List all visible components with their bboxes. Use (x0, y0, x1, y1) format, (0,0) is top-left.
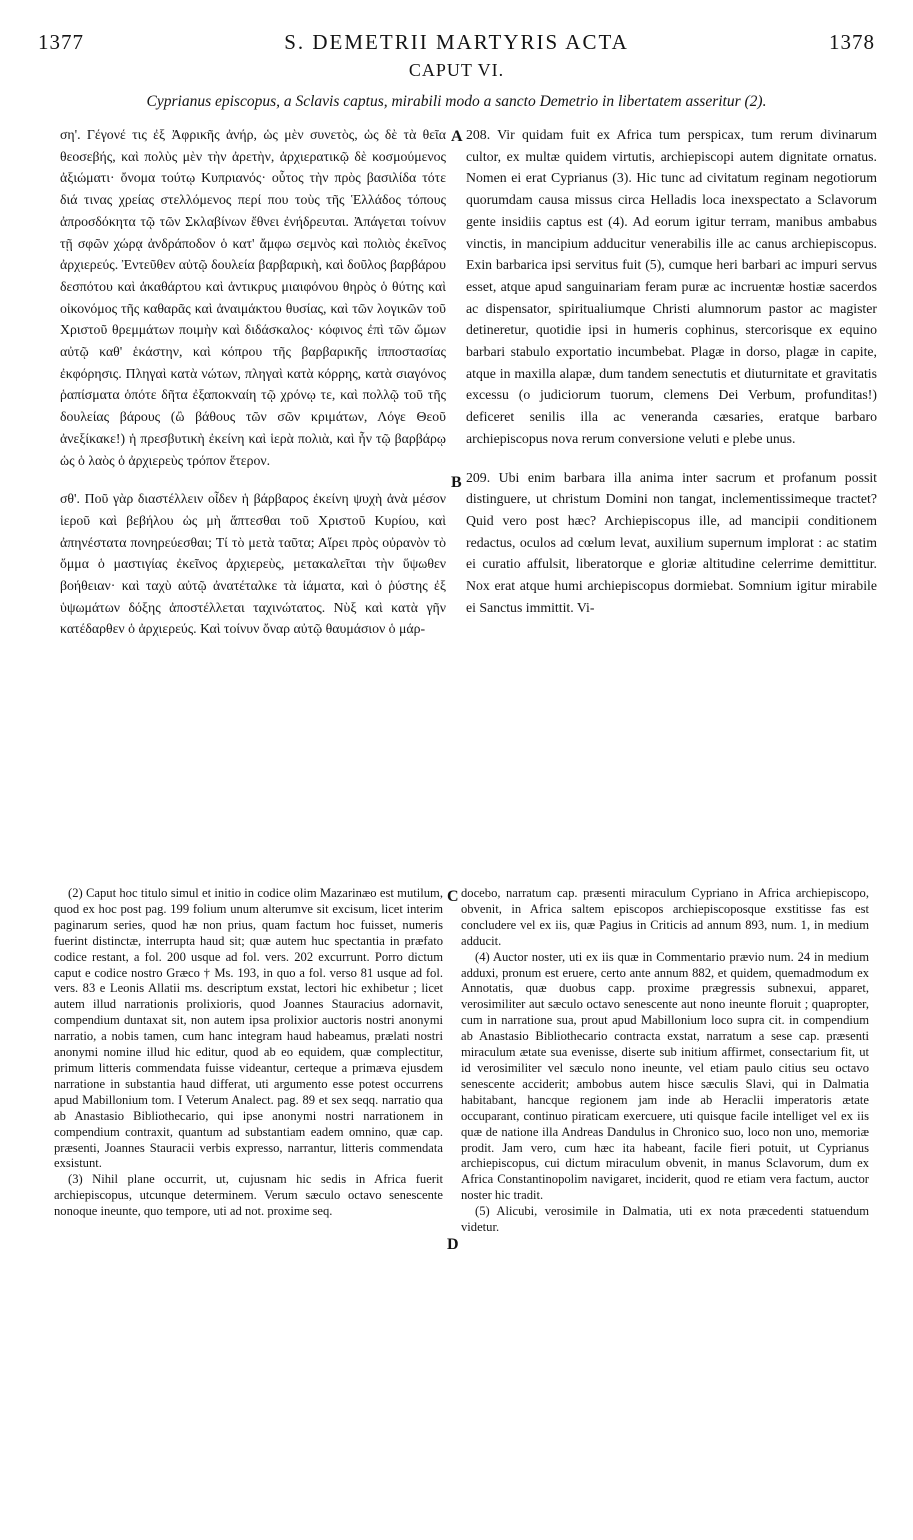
margin-letter-b: B (451, 474, 462, 491)
latin-paragraph-209: 209. Ubi enim barbara illa anima inter sacrum et profanum possit distinguere, ut christum Domini non tangat, inclementissimeque tractet? Quid vero post hæc? Archiepiscopus ille, ad mancipii conditionem redactus, oculos ad cœlum levat, auxilium supernum implorat : ac statim ei curatio affulsit, liberatorque e gloriæ altitudine celerrime demittitur. Nox erat atque humi archiepiscopus dormiebat. Somnium igitur mirabile ei Sanctus immittit. Vi- (466, 469, 877, 615)
footnote-3: (3) Nihil plane occurrit, ut, cujusnam hic sedis in Africa fuerit archiepiscopus, utcunque determinem. Verum sæculo octavo senescente nonoque ineunte, quo tempore, uti ad not. proxime seq. (54, 1172, 443, 1219)
margin-letter-a: A (451, 128, 463, 145)
margin-letter-c: C (447, 888, 459, 905)
page-number-left: 1377 (38, 30, 84, 54)
chapter-heading: CAPUT VI. (408, 60, 505, 80)
greek-paragraph-209: σθ'. Ποῦ γὰρ διαστέλλειν οἶδεν ἡ βάρβαρος ἐκείνη ψυχὴ ἀνὰ μέσον ἱεροῦ καὶ βεβήλου ὡς μὴ ἅπτεσθαι τοῦ Χριστοῦ Κυρίου, καὶ ἀπηνέστατα πονηρεύεσθαι; Τί τὸ μετὰ ταῦτα; Αἴρει πρὸς οὐρανὸν τὸ ὄμμα ὁ μαστιγίας ἐκεῖνος ἀρχιερεὺς, μετακαλεῖται τὴν ὕψωθεν βοήθειαν· καὶ ταχὺ αὐτῷ ἀνατέταλκε τὰ ἰάματα, καὶ ὁ ῥύστης ἐξ ὑψωμάτων δόξης ἀποστέλλεται ταχινώτατος. Νὺξ καὶ κατὰ γῆν κατέδαρθεν ὁ ἀρχιερεύς. Καὶ τοίνυν ὄναρ αὐτῷ θαυμάσιον ὁ μάρ- (60, 491, 446, 637)
running-title: S. DEMETRII MARTYRIS ACTA (284, 30, 629, 54)
footnote-4: (4) Auctor noster, uti ex iis quæ in Commentario prævio num. 24 in medium adduxi, pronum est eruere, certo ante annum 882, et quidem, quemadmodum ex Annotatis, quæ duobus capp. proxime prægressis subnexui, apparet, verosimiliter aut sæculo octavo senescente aut nono ineunte floruit ; quapropter, cum in narratione sua, prout apud Mabillonium loco supra cit. in compendium ab Anastasio Bibliothecario contracta exstat, narratum a sese cap. præsenti miraculum ætate sua evenisse, diserte sub initium affirmet, consectarium fit, ut id verosimiliter vel sæculo nono ineunte, vel etiam paulo citius seu octavo senescente acciderit; ambobus autem hisce sæculis Slavi, qui in Dalmatia habitabant, hancque regionem jam inde ab Heraclii imperatoris ætate occuparant, continuo piraticam exercuere, uti quisque facile intelliget vel ex iis quæ de natione illa Andreas Dandulus in Chronico suo, loco non uno, memoriæ prodit. Jam vero, cum hæc ita habeant, facile fieri potuit, ut Cyprianus archiepiscopus, cui dictum miraculum obvenit, in manus Sclavorum, dum ex Africa Constantinopolim navigaret, inciderit, quod re etiam vera factum, auctor noster hic tradit. (461, 949, 869, 1203)
chapter-subtitle: Cyprianus episcopus, a Sclavis captus, mirabili modo a sancto Demetrio in libertatem asseritur (2). (146, 93, 767, 110)
footnote-5: (5) Alicubi, verosimile in Dalmatia, uti ex nota præcedenti statuendum videtur. (461, 1204, 869, 1235)
footnote-3-continued: docebo, narratum cap. præsenti miraculum Cypriano in Africa archiepiscopo, obvenit, in Africa saltem episcopos archiepiscoposque exstitisse fas est concludere vel ex iis, quæ Pagius in Criticis ad annum 893, num. 1, in medium adducit. (461, 886, 869, 948)
page-header (38, 30, 875, 58)
latin-paragraph-208: 208. Vir quidam fuit ex Africa tum perspicax, tum rerum divinarum cultor, ex multæ quidem virtutis, archiepiscopi autem dignitate ornatus. Nomen ei erat Cyprianus (3). Hic tunc ad civitatum reginam negotiorum quorumdam causa missus circa Helladis loca inexspectato a Sclavorum gente insidiis captus est (4). Ad eorum igitur terram, manibus ambabus vinctis, in mancipium adducitur venerabilis ille ac canus archiepiscopus. Exin barbarica ipsi servitus fuit (5), cumque heri barbari ac impuri servus esset, atque apud sanguinariam feram puræ ac incruentæ hostiæ sacerdos ac dispensator, spiritualiumque Christi alumnorum pastor ac magister detineretur, quotidie ipsi in humeris cophinus, stercorisque ex equino barbari stabulo exportatio incumbebat. Plagæ in dorso, plagæ in capite, atque in maxilla alapæ, dum tandem senectutis et diuturnitate et gravitatis excessu (o judiciorum tuorum, clemens Dei Verbum, profunditas!) deficeret senilis illa ac veneranda cæsaries, eratque barbaro archiepiscopus nova rerum conversione veluti e plebe unus. (466, 127, 877, 446)
latin-text-column (466, 124, 877, 618)
greek-paragraph-208: ση'. Γέγονέ τις ἐξ Ἀφρικῆς ἀνήρ, ὡς μὲν συνετὸς, ὡς δὲ τὰ θεῖα θεοσεβής, καὶ πολὺς μὲν τὴν ἀρετὴν, ἀρχιερατικῷ δὲ κοσμούμενος ἀξιώματι· ὄνομα τούτῳ Κυπριανός· οὗτος τὴν πρὸς βασιλίδα τότε διά τινας χρείας στελλόμενος περί που τοὺς τῆς Ἑλλάδος τόπους ἀπροσδόκητα τῷ τῶν Σκλαβίνων ἔθνει ἐνήδρευται. Ἀπάγεται τοίνυν τῇ σφῶν χώρᾳ ἀνδράποδον ὁ κατ' ἄμφω σεμνὸς καὶ πολιὸς ἐκεῖνος ἀρχιερεύς. Ἐντεῦθεν αὐτῷ δουλεία βαρβαρικὴ, καὶ δοῦλος βαρβάρου δεσπότου καὶ ἀκαθάρτου καὶ ἀντικρυς μιαιφόνου θηρὸς ὁ θύτης καὶ οἰκονόμος τῆς καθαρᾶς καὶ ἀναιμάκτου θυσίας, καὶ τῶν λογικῶν τοῦ Χριστοῦ θρεμμάτων ποιμὴν καὶ διδάσκαλος· κόφινος ἐπὶ τῶν ὤμων αὐτῷ καθ' ἑκάστην, καὶ κόπρου τῆς βαρβαρικῆς ἱπποστασίας ἐκφόρησις. Πληγαὶ κατὰ νώτων, πληγαὶ κατὰ κόρρης, κατὰ σιαγόνος ῥαπίσματα ὁπότε δῆτα ἐξαποκναίη τῷ χρόνῳ τε, καὶ πολλῷ τοῦ τῆς δουλείας βάρους (ὢ βάθους τῶν σῶν κριμάτων, Λόγε Θεοῦ ἀνεξίκακε!) ἡ πρεσβυτικὴ ἐκείνη καὶ ἱερὰ πολιὰ, καὶ ἦν τῷ βαρβάρῳ ὡς ὁ λαὸς ὁ ἀρχιερεὺς τρόπον ἕτερον. (60, 127, 446, 468)
footnotes-left-column (54, 886, 443, 1220)
margin-letter-d: D (447, 1236, 459, 1253)
page-number-right: 1378 (829, 30, 875, 54)
greek-text-column (60, 124, 446, 640)
footnotes-right-column (461, 886, 869, 1236)
footnote-2: (2) Caput hoc titulo simul et initio in codice olim Mazarinæo est mutilum, quod ex hoc post pag. 199 folium unum alterumve sit excisum, licet interim paginarum series, quod hæ non prius, quam factum hoc fuisset, numeris fuerint distinctæ, interrupta haud sit; quæ autem huc spectantia in præfato codice restant, a fol. 200 usque ad fol. vers. 202 excurrunt. Porro dictum caput e codice nostro Græco † Ms. 193, in quo a fol. verso 81 usque ad fol. vers. 83 e Leonis Allatii ms. descriptum exstat, lectori hic exhibetur ; licet autem illud narrationis prolixioris, quod Joannes Stauracius adornavit, compendium duntaxat sit, non autem ipsa prolixior auctoris nostri anonymi narratio, a nobis tamen, cum hanc integram haud habeamus, prælati nostri anonymi nomine illud hic editur, quod ab eo equidem, quæ complectitur, primum litteris commendata fuisse videantur, certeque a primæva ejusdem narratione in substantia haud differat, uti argumento esse potest occurrens apud Mabillonium tom. I Veterum Analect. pag. 89 et sex seqq. narratio qua ab Anastasio Bibliothecario, qui ipse anonymi nostri narrationem in compendium contraxit, quantum ad substantiam eadem omnino, quæ cap. præsenti, Joannes Stauracii verbis expresso, narrantur, litteris commendata exsistunt. (54, 886, 443, 1171)
